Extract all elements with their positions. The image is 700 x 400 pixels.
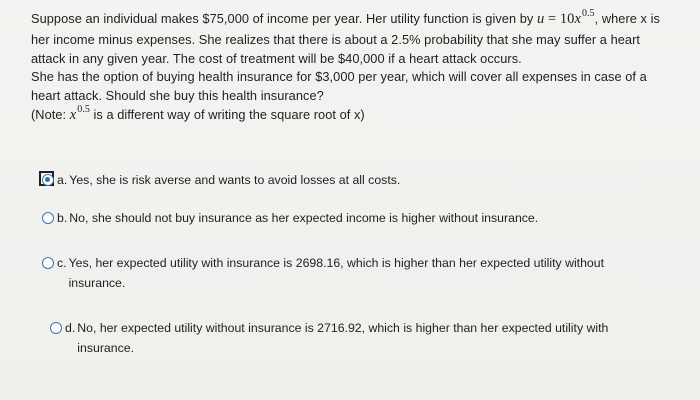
question-line-2: her income minus expenses. She realizes that there is about a 2.5% probability that she may suffer a heart <box>31 31 640 47</box>
answer-d-radio-button[interactable] <box>50 322 62 334</box>
answer-b-radio-wrapper[interactable] <box>40 210 55 225</box>
answer-d-text-block <box>77 318 638 358</box>
question-line-5: heart attack. Should she buy this health insurance? <box>31 88 324 104</box>
answer-c-letter: c. <box>57 256 67 270</box>
answer-a-text: Yes, she is risk averse and wants to avoid losses at all costs. <box>69 173 401 187</box>
note-exponent: 0.5 <box>77 103 90 115</box>
utility-equals-coefficient: = 10 <box>544 11 575 27</box>
question-line-1-before-formula: Suppose an individual makes $75,000 of income per year. Her utility function is given by <box>31 11 537 26</box>
answer-a-radio-wrapper[interactable] <box>40 172 55 187</box>
answer-c-continuation: insurance. <box>68 276 126 290</box>
utility-symbol: u <box>536 11 545 27</box>
question-line-1-after-formula: , where x is <box>594 11 660 26</box>
answer-option-c[interactable] <box>40 253 630 293</box>
answer-d-continuation: insurance. <box>77 341 135 355</box>
answer-c-radio-button[interactable] <box>42 257 54 269</box>
note-suffix: is a different way of writing the square root of x) <box>89 106 365 122</box>
note-prefix: (Note: <box>31 106 70 122</box>
answer-d-radio-wrapper[interactable] <box>48 320 63 335</box>
answer-b-text: No, she should not buy insurance as her expected income is higher without insurance. <box>69 211 539 225</box>
answer-c-text-block <box>69 253 630 293</box>
note-variable-symbol: x <box>69 106 77 123</box>
answer-a-radio-button[interactable] <box>42 174 54 186</box>
answer-option-b[interactable] <box>40 208 600 228</box>
answer-d-letter: d. <box>65 321 76 335</box>
answer-c-text: Yes, her expected utility with insurance is 2698.16, which is higher than her expected utility without <box>68 256 605 270</box>
answer-a-letter: a. <box>57 173 68 187</box>
answer-b-letter: b. <box>57 211 68 225</box>
answer-d-text: No, her expected utility without insurance is 2716.92, which is higher than her expected utility with <box>77 321 609 335</box>
question-line-4: She has the option of buying health insurance for $3,000 per year, which will cover all expenses in case of a <box>31 69 647 85</box>
answer-option-d[interactable] <box>48 318 638 358</box>
income-variable-symbol: x <box>574 11 581 27</box>
question-line-3: attack in any given year. The cost of treatment will be $40,000 if a heart attack occurs. <box>31 50 522 66</box>
answer-b-radio-button[interactable] <box>42 212 54 224</box>
answer-c-radio-wrapper[interactable] <box>40 255 55 270</box>
answer-option-a[interactable] <box>40 170 600 190</box>
utility-exponent: 0.5 <box>581 8 595 19</box>
